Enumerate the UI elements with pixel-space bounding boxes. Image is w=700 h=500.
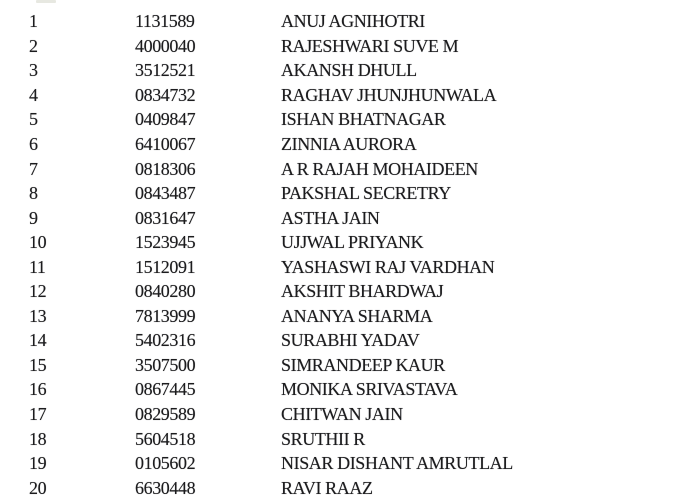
id-number: 0843487 — [135, 183, 196, 204]
id-number: 0867445 — [135, 379, 196, 400]
id-number: 0409847 — [135, 109, 196, 130]
person-name: RAGHAV JHUNJHUNWALA — [281, 84, 497, 105]
serial-number: 6 — [29, 134, 38, 154]
serial-number: 17 — [29, 404, 47, 425]
table-row — [0, 108, 700, 133]
table-row — [0, 255, 700, 280]
id-number: 5604518 — [135, 428, 196, 449]
person-name: ANUJ AGNIHOTRI — [281, 11, 425, 32]
serial-number: 20 — [29, 477, 47, 498]
id-number: 1512091 — [135, 256, 196, 277]
table-row — [0, 181, 700, 206]
serial-number: 18 — [29, 428, 47, 449]
id-number: 7813999 — [135, 305, 196, 326]
person-name: MONIKA SRIVASTAVA — [281, 379, 458, 400]
table-row — [0, 329, 700, 354]
person-name: RAJESHWARI SUVE M — [281, 35, 459, 56]
id-number: 0831647 — [135, 207, 196, 228]
id-number: 0105602 — [135, 453, 196, 474]
person-name: NISAR DISHANT AMRUTLAL — [281, 453, 513, 474]
id-number: 0840280 — [135, 281, 196, 302]
serial-number: 12 — [29, 281, 47, 302]
table-row — [0, 427, 700, 452]
table-row — [0, 83, 700, 108]
table-row — [0, 476, 700, 500]
id-number: 6630448 — [135, 477, 196, 498]
table-row — [0, 132, 700, 157]
id-number: 0818306 — [135, 158, 196, 179]
serial-number: 10 — [29, 232, 47, 253]
table-row — [0, 206, 700, 231]
id-number: 1131589 — [135, 11, 195, 32]
serial-number: 15 — [29, 354, 47, 375]
serial-number: 7 — [29, 158, 38, 179]
person-name: YASHASWI RAJ VARDHAN — [281, 256, 495, 277]
person-name: ZINNIA AURORA — [281, 134, 417, 154]
serial-number: 14 — [29, 330, 47, 351]
id-number: 3512521 — [135, 60, 196, 81]
table-row — [0, 59, 700, 84]
table-row — [0, 451, 700, 476]
person-name: A R RAJAH MOHAIDEEN — [281, 158, 478, 179]
person-name: AKANSH DHULL — [281, 60, 417, 81]
table-row — [0, 353, 700, 378]
serial-number: 11 — [29, 256, 46, 277]
person-name: RAVI RAAZ — [281, 477, 373, 498]
table-row — [0, 304, 700, 329]
serial-number: 2 — [29, 35, 38, 56]
serial-number: 5 — [29, 109, 38, 130]
id-number: 1523945 — [135, 232, 196, 253]
person-name: CHITWAN JAIN — [281, 404, 403, 425]
serial-number: 16 — [29, 379, 47, 400]
person-name: SRUTHII R — [281, 428, 365, 449]
scan-artifact — [36, 0, 56, 3]
roster-list — [0, 10, 700, 500]
person-name: ISHAN BHATNAGAR — [281, 109, 446, 130]
table-row — [0, 280, 700, 305]
serial-number: 9 — [29, 207, 38, 228]
table-row — [0, 10, 700, 35]
serial-number: 13 — [29, 305, 47, 326]
id-number: 5402316 — [135, 330, 196, 351]
table-row — [0, 378, 700, 403]
table-row — [0, 230, 700, 255]
serial-number: 3 — [29, 60, 38, 81]
person-name: SIMRANDEEP KAUR — [281, 354, 445, 375]
serial-number: 1 — [29, 11, 38, 32]
person-name: UJJWAL PRIYANK — [281, 232, 424, 253]
person-name: ASTHA JAIN — [281, 207, 380, 228]
serial-number: 4 — [29, 84, 38, 105]
person-name: PAKSHAL SECRETRY — [281, 183, 451, 204]
id-number: 0829589 — [135, 404, 196, 425]
person-name: AKSHIT BHARDWAJ — [281, 281, 444, 302]
table-row — [0, 402, 700, 427]
id-number: 3507500 — [135, 354, 196, 375]
id-number: 0834732 — [135, 84, 196, 105]
id-number: 4000040 — [135, 35, 196, 56]
person-name: ANANYA SHARMA — [281, 305, 433, 326]
id-number: 6410067 — [135, 134, 196, 154]
serial-number: 8 — [29, 183, 38, 204]
table-row — [0, 157, 700, 182]
serial-number: 19 — [29, 453, 47, 474]
person-name: SURABHI YADAV — [281, 330, 420, 351]
table-row — [0, 34, 700, 59]
